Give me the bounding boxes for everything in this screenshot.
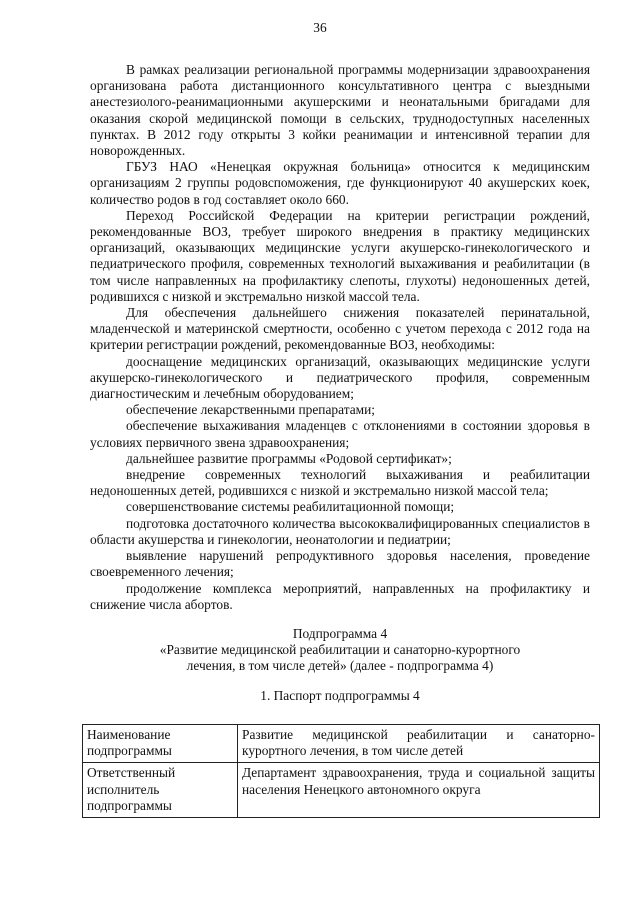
list-item: подготовка достаточного количества высококвалифицированных специалистов в области акушерства и гинекологии, неонатологии и педиатрии; [90,515,590,547]
list-item: обеспечение лекарственными препаратами; [126,402,376,418]
list-item: внедрение современных технологий выхаживания и реабилитации недоношенных детей, родившихся с низкой и экстремально низкой массой тела; [90,467,590,499]
list-item: обеспечение выхаживания младенцев с отклонениями в состоянии здоровья в условиях первичного звена здравоохранения; [90,418,590,450]
table-cell-label: Ответственный исполнитель подпрограммы [83,763,238,818]
list-item: совершенствование системы реабилитационной помощи; [126,499,455,515]
table-cell-value: Развитие медицинской реабилитации и санаторно-курортного лечения, в том числе детей [238,725,600,763]
page-number: 36 [313,20,327,35]
passport-heading: 1. Паспорт подпрограммы 4 [260,688,420,703]
paragraph: Переход Российской Федерации на критерии регистрации рождений, рекомендованные ВОЗ, требует широкого внедрения в практику медицинских организаций, оказывающих медицинские услуги акушерско-гинекологического и педиатрического профиля, современных технологий выхаживания и реабилитации (в том числе направленных на профилактику слепоты, глухоты) недоношенных детей, родившихся с низкой и экстремально низкой массой тела. [90,207,590,304]
table-row [83,763,600,818]
subprogram-title-line: лечения, в том числе детей» (далее - подпрограмма 4) [186,658,494,674]
body-text [90,62,590,613]
subprogram-title-line: Подпрограмма 4 [292,626,388,641]
table-row [83,725,600,763]
table-cell-value: Департамент здравоохранения, труда и социальной защиты населения Ненецкого автономного округа [238,763,600,818]
paragraph: Для обеспечения дальнейшего снижения показателей перинатальной, младенческой и материнской смертности, особенно с учетом перехода с 2012 года на критерии регистрации рождений, рекомендованные ВОЗ, необходимы: [90,305,590,353]
list-item: продолжение комплекса мероприятий, направленных на профилактику и снижение числа абортов. [90,580,590,612]
subprogram-title [90,626,590,675]
paragraph: ГБУЗ НАО «Ненецкая окружная больница» относится к медицинским организациям 2 группы родовспоможения, где функционируют 40 акушерских коек, количество родов в год составляет около 660. [90,159,590,207]
paragraph: В рамках реализации региональной программы модернизации здравоохранения организована работа дистанционного консультативного центра с выездными анестезиолого-реанимационными акушерскими и неонатальными бригадами для оказания скорой медицинской помощи в сельских, труднодоступных населенных пунктах. В 2012 году открыты 3 койки реанимации и интенсивной терапии для новорожденных. [90,62,590,159]
passport-table [82,724,600,818]
table-cell-label: Наименование подпрограммы [83,725,238,763]
subprogram-title-line: «Развитие медицинской реабилитации и санаторно-курортного [159,642,521,658]
list-item: выявление нарушений репродуктивного здоровья населения, проведение своевременного лечения; [90,548,590,580]
list-item: дооснащение медицинских организаций, оказывающих медицинские услуги акушерско-гинекологического и педиатрического профиля, современным диагностическим и лечебным оборудованием; [90,353,590,402]
list-item: дальнейшее развитие программы «Родовой сертификат»; [126,450,452,466]
